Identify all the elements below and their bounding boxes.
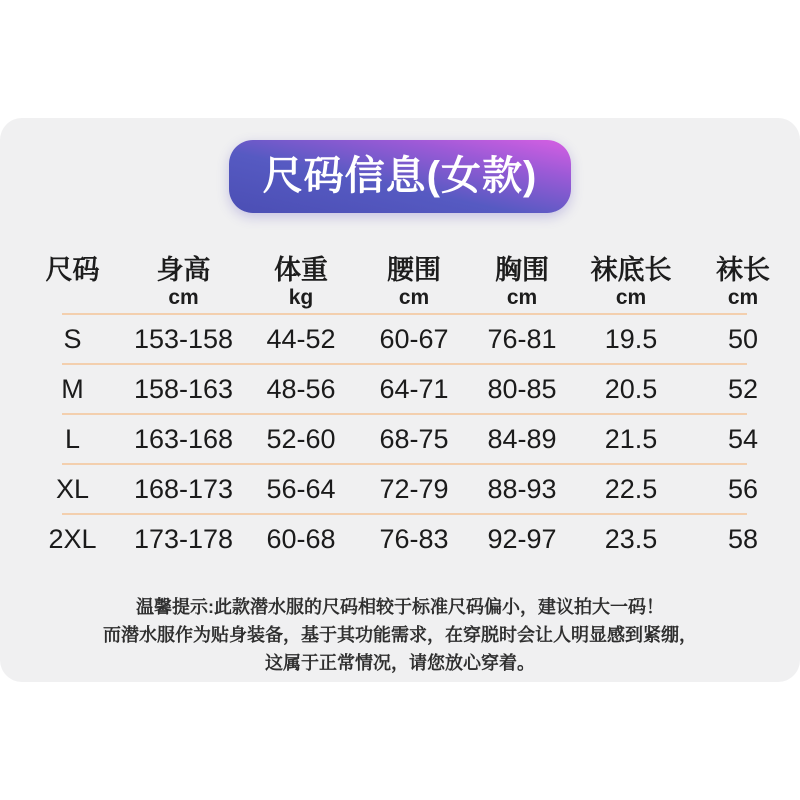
header-unit-height: cm <box>168 286 199 309</box>
table-row-2xl <box>0 515 800 563</box>
sock-sole-length-cell: 19.5 <box>604 323 658 354</box>
sock-sole-length-cell: 21.5 <box>604 423 658 454</box>
sock-length-cell: 54 <box>727 423 759 454</box>
sock-length-cell: 56 <box>727 473 759 504</box>
header-label-chest: 胸围 <box>495 255 549 285</box>
waist-cell: 72-79 <box>379 473 449 504</box>
size-cell: XL <box>55 473 90 504</box>
note-line-2: 而潜水服作为贴身装备，基于其功能需求，在穿脱时会让人明显感到紧绷， <box>103 625 697 645</box>
header-cell-height <box>125 255 242 311</box>
sock-sole-length-cell: 23.5 <box>604 523 658 554</box>
table-row-s <box>0 315 800 363</box>
waist-cell: 64-71 <box>379 373 449 404</box>
note-line-3: 这属于正常情况，请您放心穿着。 <box>265 653 535 673</box>
header-unit-sock-sole-length: cm <box>615 286 647 309</box>
size-info-banner <box>229 140 571 213</box>
height-cell: 158-163 <box>133 373 234 404</box>
header-cell-waist <box>360 255 468 311</box>
header-cell-weight <box>242 255 360 311</box>
height-cell: 153-158 <box>133 323 234 354</box>
header-unit-waist: cm <box>398 286 430 309</box>
table-row-xl <box>0 465 800 513</box>
header-cell-size <box>0 255 125 311</box>
header-unit-sock-length: cm <box>727 286 759 309</box>
header-label-weight: 体重 <box>274 255 328 285</box>
header-cell-chest <box>468 255 576 311</box>
sock-sole-length-cell: 20.5 <box>604 373 658 404</box>
size-note <box>0 593 800 677</box>
weight-cell: 52-60 <box>266 423 336 454</box>
waist-cell: 60-67 <box>379 323 449 354</box>
waist-cell: 76-83 <box>379 523 449 554</box>
weight-cell: 44-52 <box>266 323 336 354</box>
table-row-l <box>0 415 800 463</box>
size-cell: L <box>64 423 81 454</box>
weight-cell: 60-68 <box>266 523 336 554</box>
header-cell-sock-sole-length <box>576 255 686 311</box>
size-table <box>0 255 800 563</box>
weight-cell: 56-64 <box>266 473 336 504</box>
height-cell: 163-168 <box>133 423 234 454</box>
table-header-row <box>0 255 800 311</box>
chest-cell: 92-97 <box>487 523 557 554</box>
sock-sole-length-cell: 22.5 <box>604 473 658 504</box>
waist-cell: 68-75 <box>379 423 449 454</box>
header-label-sock-length: 袜长 <box>716 255 770 285</box>
header-unit-chest: cm <box>506 286 538 309</box>
chest-cell: 88-93 <box>487 473 557 504</box>
header-label-size: 尺码 <box>45 255 100 285</box>
chest-cell: 84-89 <box>487 423 557 454</box>
size-cell: M <box>61 373 84 404</box>
sock-length-cell: 50 <box>727 323 759 354</box>
banner-title: 尺码信息(女款) <box>262 153 538 198</box>
header-unit-weight: kg <box>288 286 314 309</box>
note-line-1: 温馨提示:此款潜水服的尺码相较于标准尺码偏小，建议拍大一码！ <box>136 597 664 617</box>
sock-length-cell: 52 <box>727 373 759 404</box>
height-cell: 168-173 <box>133 473 234 504</box>
table-row-m <box>0 365 800 413</box>
size-info-card <box>0 118 800 682</box>
size-cell: 2XL <box>48 523 97 554</box>
chest-cell: 76-81 <box>487 323 557 354</box>
chest-cell: 80-85 <box>487 373 557 404</box>
weight-cell: 48-56 <box>266 373 336 404</box>
header-label-waist: 腰围 <box>387 255 441 285</box>
header-label-height: 身高 <box>156 255 211 285</box>
sock-length-cell: 58 <box>727 523 759 554</box>
size-cell: S <box>63 323 82 354</box>
header-label-sock-sole-length: 袜底长 <box>590 255 672 285</box>
header-cell-sock-length <box>686 255 800 311</box>
height-cell: 173-178 <box>133 523 234 554</box>
